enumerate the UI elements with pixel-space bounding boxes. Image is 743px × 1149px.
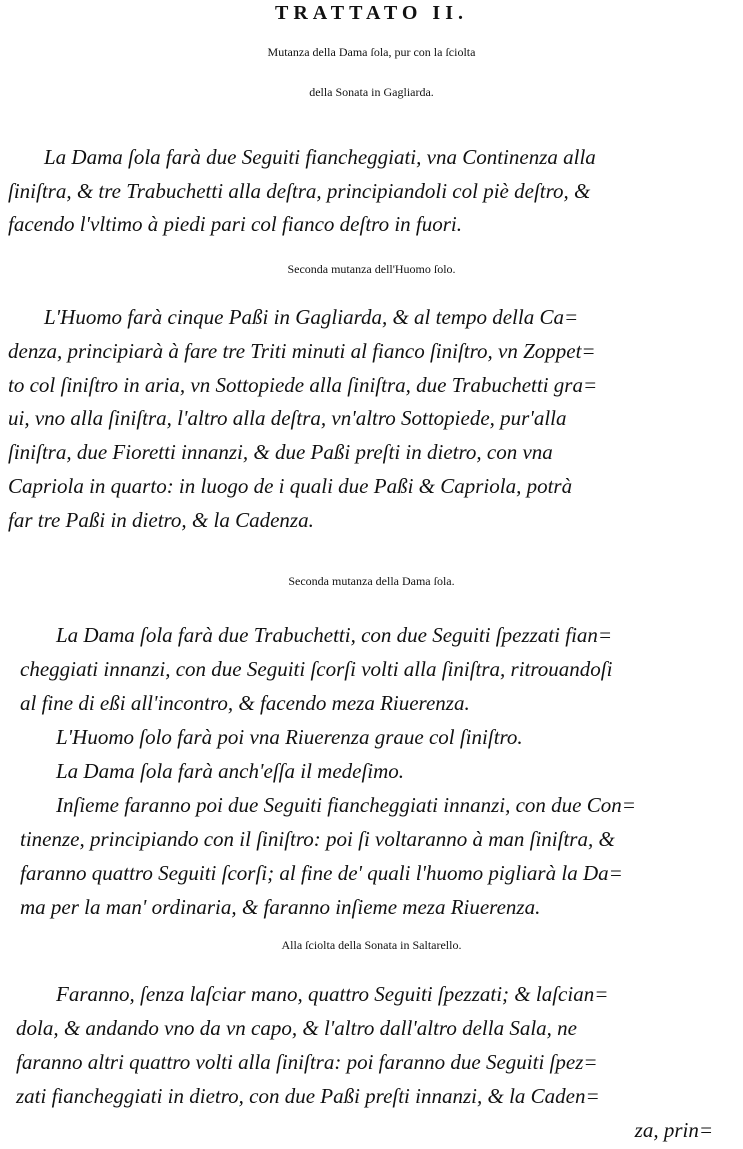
paragraph-line: far tre Paßi in dietro, & la Cadenza. [8, 508, 314, 532]
paragraph-line: L'Huomo farà cinque Paßi in Gagliarda, & al tempo della Ca= [44, 305, 579, 329]
paragraph-line: ui, vno alla ſiniſtra, l'altro alla deſtra, vn'altro Sottopiede, pur'alla [8, 406, 567, 430]
running-head: TRATTATO II. [275, 2, 468, 24]
paragraph-line: Inſieme faranno poi due Seguiti fiancheggiati innanzi, con due Con= [56, 793, 636, 817]
paragraph-line: ma per la man' ordinaria, & faranno inſieme meza Riuerenza. [20, 895, 541, 919]
paragraph-line: dola, & andando vno da vn capo, & l'altro dall'altro della Sala, ne [16, 1016, 577, 1040]
paragraph-line: ſiniſtra, due Fioretti innanzi, & due Paßi preſti in dietro, con vna [8, 440, 553, 464]
section-heading: Seconda mutanza dell'Huomo ſolo. [287, 262, 456, 276]
paragraph-line: al fine di eßi all'incontro, & facendo meza Riuerenza. [20, 691, 470, 715]
paragraph-line: L'Huomo ſolo farà poi vna Riuerenza graue col ſiniſtro. [56, 725, 523, 749]
paragraph-line: Faranno, ſenza laſciar mano, quattro Seguiti ſpezzati; & laſcian= [56, 982, 609, 1006]
section-title-line-2: della Sonata in Gagliarda. [309, 85, 434, 99]
paragraph-line: zati fiancheggiati in dietro, con due Paßi preſti innanzi, & la Caden= [16, 1084, 600, 1108]
section-heading: Alla ſciolta della Sonata in Saltarello. [281, 938, 462, 952]
paragraph-line: tinenze, principiando con il ſiniſtro: poi ſi voltaranno à man ſiniſtra, & [20, 827, 615, 851]
paragraph-line: denza, principiarà à fare tre Triti minuti al fianco ſiniſtro, vn Zoppet= [8, 339, 596, 363]
paragraph-line: faranno quattro Seguiti ſcorſi; al fine de' quali l'huomo pigliarà la Da= [20, 861, 623, 885]
paragraph-line: La Dama ſola farà anch'eſſa il medeſimo. [56, 759, 405, 783]
paragraph-line: to col ſiniſtro in aria, vn Sottopiede alla ſiniſtra, due Trabuchetti gra= [8, 373, 598, 397]
paragraph-line: La Dama ſola farà due Seguiti fiancheggiati, vna Continenza alla [44, 145, 596, 169]
section-title-line-1: Mutanza della Dama ſola, pur con la ſciolta [267, 45, 476, 59]
paragraph-line: La Dama ſola farà due Trabuchetti, con due Seguiti ſpezzati fian= [56, 623, 613, 647]
paragraph-line: cheggiati innanzi, con due Seguiti ſcorſi volti alla ſiniſtra, ritrouandoſi [20, 657, 613, 681]
paragraph-line: Capriola in quarto: in luogo de i quali due Paßi & Capriola, potrà [8, 474, 573, 498]
paragraph-line: faranno altri quattro volti alla ſiniſtra: poi faranno due Seguiti ſpez= [16, 1050, 598, 1074]
section-heading: Seconda mutanza della Dama ſola. [288, 574, 455, 588]
paragraph-line: ſiniſtra, & tre Trabuchetti alla deſtra, principiandoli col piè deſtro, & [8, 179, 591, 203]
catchword: za, prin= [634, 1118, 713, 1142]
paragraph-line: facendo l'vltimo à piedi pari col fianco deſtro in fuori. [8, 212, 462, 236]
